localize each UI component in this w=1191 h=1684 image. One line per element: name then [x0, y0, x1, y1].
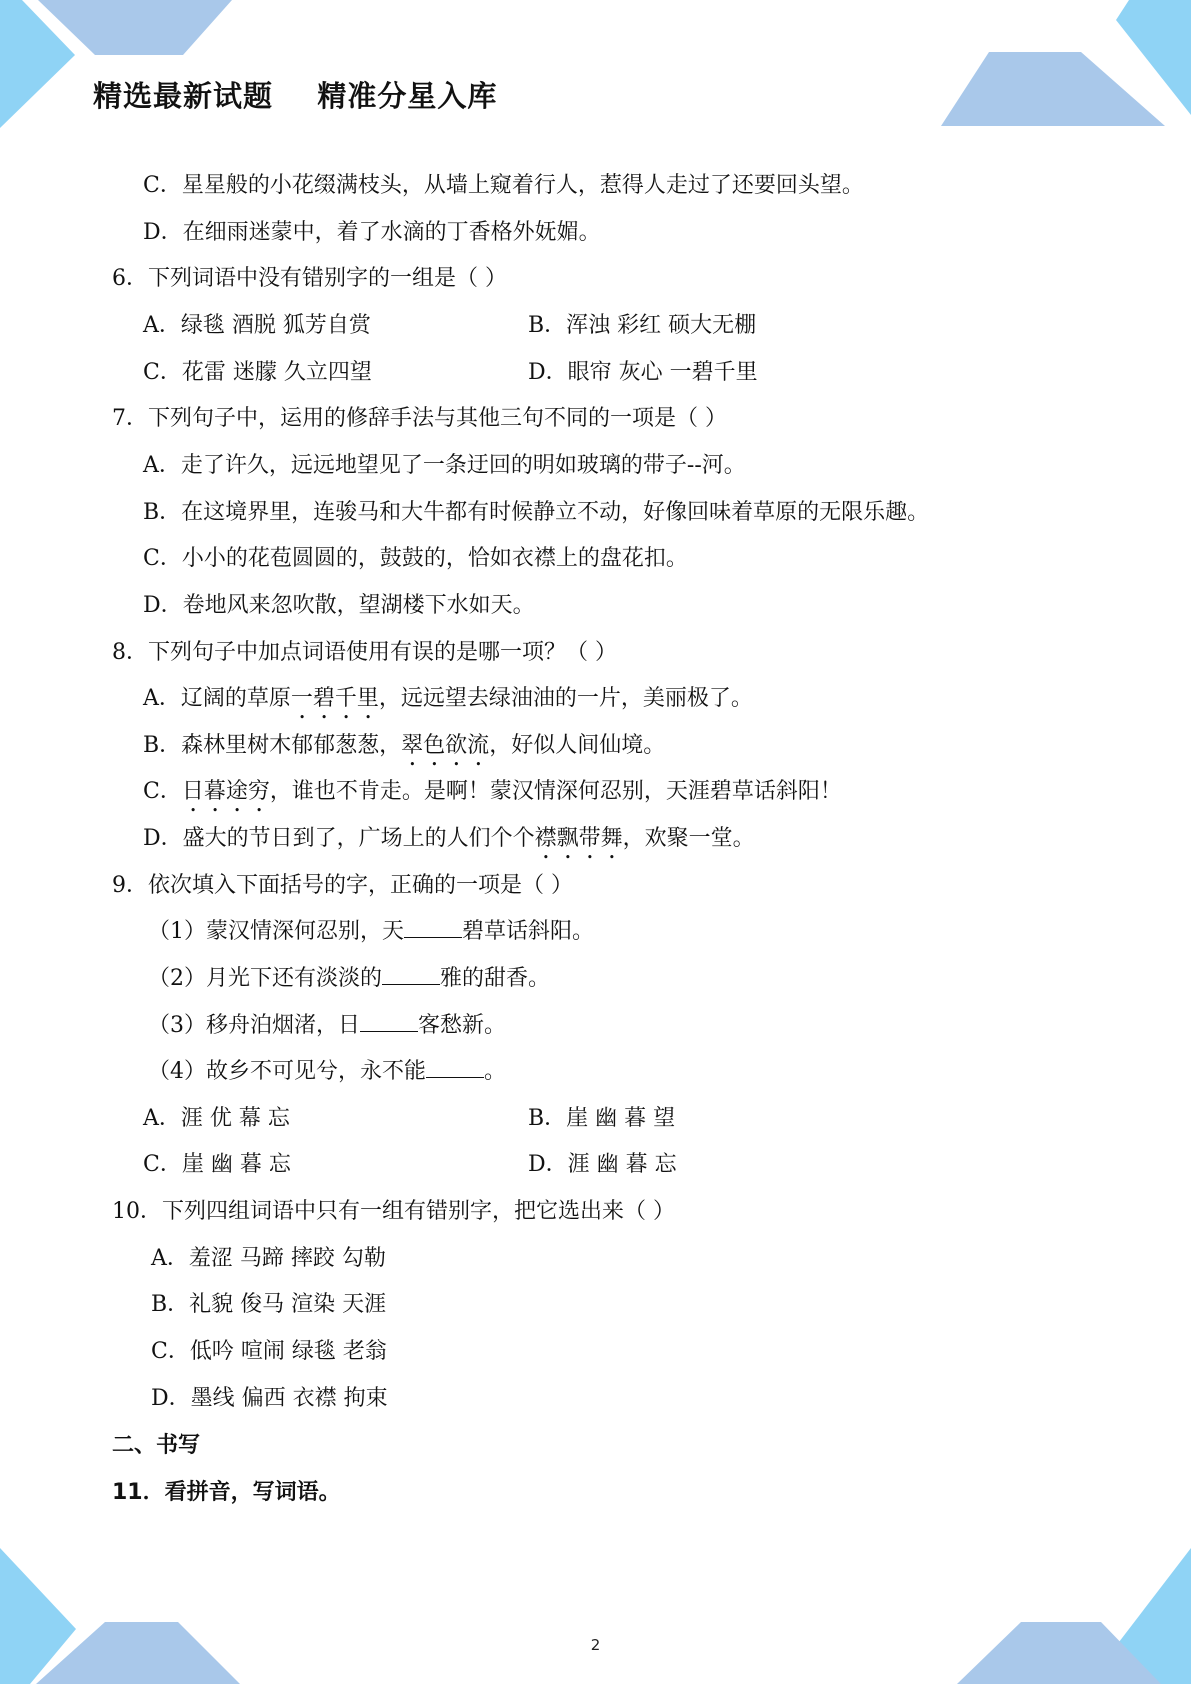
q8-option-d: D．盛大的节日到了，广场上的人们个个襟飘带舞，欢聚一堂。	[143, 826, 755, 851]
q9-sentence-4: （4）故乡不可见兮，永不能 。	[148, 1059, 507, 1084]
fill-blank	[382, 964, 440, 985]
q9-option-d: D．涯 幽 暮 忘	[528, 1152, 677, 1177]
q9-stem: 9．依次填入下面括号的字，正确的一项是（ ）	[112, 873, 573, 898]
q8-option-b: B．森林里树木郁郁葱葱，翠色欲流，好似人间仙境。	[143, 733, 666, 758]
q8-stem: 8．下列句子中加点词语使用有误的是哪一项？（ ）	[112, 640, 617, 665]
section-heading: 二、书写	[112, 1433, 201, 1458]
q9-option-a: A．涯 优 幕 忘	[143, 1106, 290, 1131]
header-title: 精选最新试题 精准分星入库	[93, 79, 498, 113]
q6-option-c: C．花雷 迷朦 久立四望	[143, 360, 372, 385]
q10-option-a: A．羞涩 马蹄 摔跤 勾勒	[151, 1246, 386, 1271]
page-number: 2	[590, 1636, 601, 1654]
dotted-phrase: 翠色欲流	[401, 733, 490, 758]
q7-option-b: B．在这境界里，连骏马和大牛都有时候静立不动，好像回味着草原的无限乐趣。	[143, 500, 930, 525]
q7-stem: 7．下列句子中，运用的修辞手法与其他三句不同的一项是（ ）	[112, 406, 727, 431]
q5-option-d: D．在细雨迷蒙中，着了水滴的丁香格外妩媚。	[143, 220, 601, 245]
q8-option-c: C．日暮途穷，谁也不肯走。是啊！蒙汉情深何忍别，天涯碧草话斜阳！	[143, 779, 842, 804]
dotted-phrase: 襟飘带舞	[534, 826, 623, 851]
q7-option-c: C．小小的花苞圆圆的，鼓鼓的，恰如衣襟上的盘花扣。	[143, 546, 688, 571]
q5-option-c: C．星星般的小花缀满枝头，从墙上窥着行人，惹得人走过了还要回头望。	[143, 173, 864, 198]
q9-option-c: C．崖 幽 暮 忘	[143, 1152, 291, 1177]
q10-stem: 10．下列四组词语中只有一组有错别字，把它选出来（ ）	[112, 1199, 675, 1224]
dotted-phrase: 一碧千里	[290, 686, 379, 711]
q9-sentence-3: （3）移舟泊烟渚，日 客愁新。	[148, 1013, 507, 1038]
q10-option-b: B．礼貌 俊马 渲染 天涯	[151, 1292, 387, 1317]
fill-blank	[426, 1057, 484, 1078]
q7-option-d: D．卷地风来忽吹散，望湖楼下水如天。	[143, 593, 535, 618]
fill-blank	[360, 1011, 418, 1032]
q6-option-b: B．浑浊 彩红 硕大无棚	[528, 313, 757, 338]
q9-option-b: B．崖 幽 暮 望	[528, 1106, 676, 1131]
corner-decoration-top-right	[931, 0, 1191, 130]
corner-decoration-bottom-left	[0, 1534, 250, 1684]
q6-option-a: A．绿毯 酒脱 狐芳自赏	[143, 313, 371, 338]
fill-blank	[404, 917, 462, 938]
dotted-phrase: 日暮途穷	[181, 779, 270, 804]
q10-option-c: C．低吟 喧闹 绿毯 老翁	[151, 1339, 387, 1364]
q9-sentence-1: （1）蒙汉情深何忍别，天 碧草话斜阳。	[148, 919, 595, 944]
q9-sentence-2: （2）月光下还有淡淡的 雅的甜香。	[148, 966, 551, 991]
corner-decoration-bottom-right	[941, 1534, 1191, 1684]
q11-stem: 11．看拼音，写词语。	[112, 1480, 341, 1505]
q10-option-d: D．墨线 偏西 衣襟 拘束	[151, 1386, 388, 1411]
q8-option-a: A．辽阔的草原一碧千里，远远望去绿油油的一片，美丽极了。	[143, 686, 753, 711]
q6-option-d: D．眼帘 灰心 一碧千里	[528, 360, 758, 385]
q6-stem: 6．下列词语中没有错别字的一组是（ ）	[112, 266, 507, 291]
q7-option-a: A．走了许久，远远地望见了一条迂回的明如玻璃的带子--河。	[143, 453, 746, 478]
